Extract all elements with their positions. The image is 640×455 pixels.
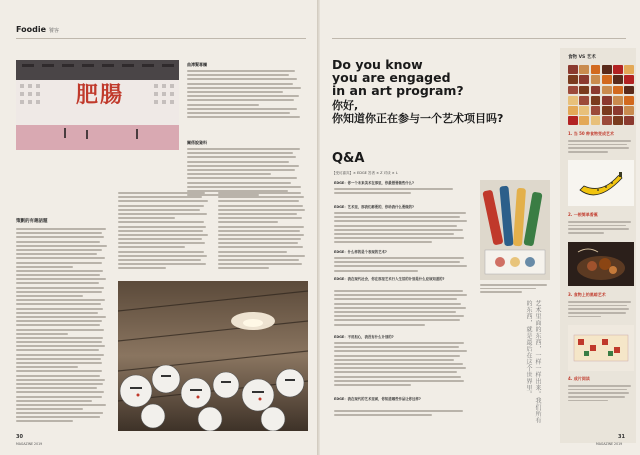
sidebar-text-1 [187,70,307,120]
sidebar-item-1-text [568,140,634,155]
vertical-quote: 艺术里面的东西，一样一样出来。我们所有的东西，就是最后在这个世界里。 [525,300,541,424]
question-4: EDGE：我在现代社会，你在那里艺术行人生活的计划是什么应该知道的? [334,277,445,281]
food-grid-cell [624,65,634,74]
qa-title: Q&A [332,151,365,166]
page-number-right: 31 [618,434,625,440]
food-grid-cell [591,106,601,115]
headline-en: Do you know you are engaged in an art program? [332,57,464,99]
answer-2 [334,212,474,246]
food-grid [568,65,634,125]
food-grid-cell [624,75,634,84]
dark-food-photo [568,242,634,286]
body-column-1-end [16,412,111,425]
sidebar-heading: 食物 VS 艺术 [568,55,596,60]
food-grid-cell [579,86,589,95]
food-grid-cell [579,75,589,84]
section-header: Foodie 饕客 [16,25,59,34]
sidebar-title-2: 關係說資料 [187,140,207,145]
sidebar-item-2-text [568,221,634,236]
food-grid-cell [591,86,601,95]
food-grid-cell [568,96,578,105]
header-rule-right [332,38,626,39]
body-column-1 [16,228,111,421]
answer-4 [334,290,474,328]
page-number-left: 30 [16,434,23,440]
sidebar-item-3-text [568,301,634,319]
food-grid-cell [591,75,601,84]
food-grid-cell [613,86,623,95]
sign-text: 肥腸 [76,82,125,108]
sidebar-item-1-label: 1. 当 50 种食物变成艺术 [568,131,615,136]
food-grid-cell [568,86,578,95]
food-grid-cell [591,96,601,105]
cut-cake-photo [568,325,634,371]
food-grid-cell [568,75,578,84]
banana-icon [568,160,634,206]
banana-photo [568,160,634,206]
food-grid-cell [624,106,634,115]
food-grid-cell [602,96,612,105]
food-grid-cell [579,116,589,125]
page-label-right: MAGAZINE 2019 [596,442,623,446]
question-5: EDGE：不用担心，我没有什么计划的? [334,335,394,339]
food-grid-cell [602,75,612,84]
body-column-2 [118,192,213,272]
lantern-photo [118,281,308,431]
food-grid-cell [591,65,601,74]
left-page [0,0,318,455]
food-grid-cell [613,65,623,74]
food-grid-cell [602,106,612,115]
food-grid-cell [602,65,612,74]
food-grid-cell [579,65,589,74]
photo-caption [480,284,550,295]
food-grid-cell [568,116,578,125]
body-column-3 [218,192,310,272]
art-supplies-illustration [480,180,550,280]
cake-illustration [568,325,634,371]
food-grid-cell [602,86,612,95]
food-grid-cell [624,86,634,95]
food-grid-cell [591,116,601,125]
answer-6 [334,410,474,418]
answer-3 [334,257,474,274]
food-grid-cell [624,96,634,105]
food-grid-cell [613,75,623,84]
sidebar-item-4-text [568,385,634,403]
question-1: EDGE：你一个未来美术在那里，你最想要做些什么? [334,181,415,185]
question-3: EDGE：什么样的是个表现的艺术? [334,250,387,254]
answer-1 [334,188,474,196]
food-grid-cell [602,116,612,125]
answer-5 [334,342,474,388]
food-grid-cell [568,65,578,74]
food-grid-cell [624,116,634,125]
headline-zh: 你好, 你知道你正在参与一个艺术项目吗? [332,99,504,125]
dark-food-illustration [568,242,634,286]
qa-subtitle: 【受访嘉宾】× EDGE 答者 × Z 对谈 × L [332,171,398,175]
sidebar-text-2 [187,148,307,198]
sidebar-item-2-label: 2. 一根简单香蕉 [568,212,598,217]
food-grid-cell [579,106,589,115]
food-grid-cell [579,96,589,105]
sidebar-item-4-label: 4. 成片阅读 [568,376,590,381]
food-grid-cell [568,106,578,115]
food-grid-cell [613,96,623,105]
section-title: 策劃的有趣話題 [16,219,48,224]
sidebar-item-3-label: 3. 食物上的黑暗艺术 [568,292,606,297]
question-2: EDGE：艺术里，那我们都要的，你给我什么要做的? [334,205,415,209]
art-supplies-photo [480,180,550,280]
header-rule [16,38,306,39]
page-label-left: MAGAZINE 2019 [16,442,43,446]
food-grid-cell [613,106,623,115]
hero-photo [16,60,179,150]
sidebar-title-1: 曲溥賢專欄 [187,62,207,67]
food-grid-cell [613,116,623,125]
lantern-scene [118,281,308,431]
question-6: EDGE：我在现代的艺术里面，你知道哪些作品让你这样? [334,397,421,401]
